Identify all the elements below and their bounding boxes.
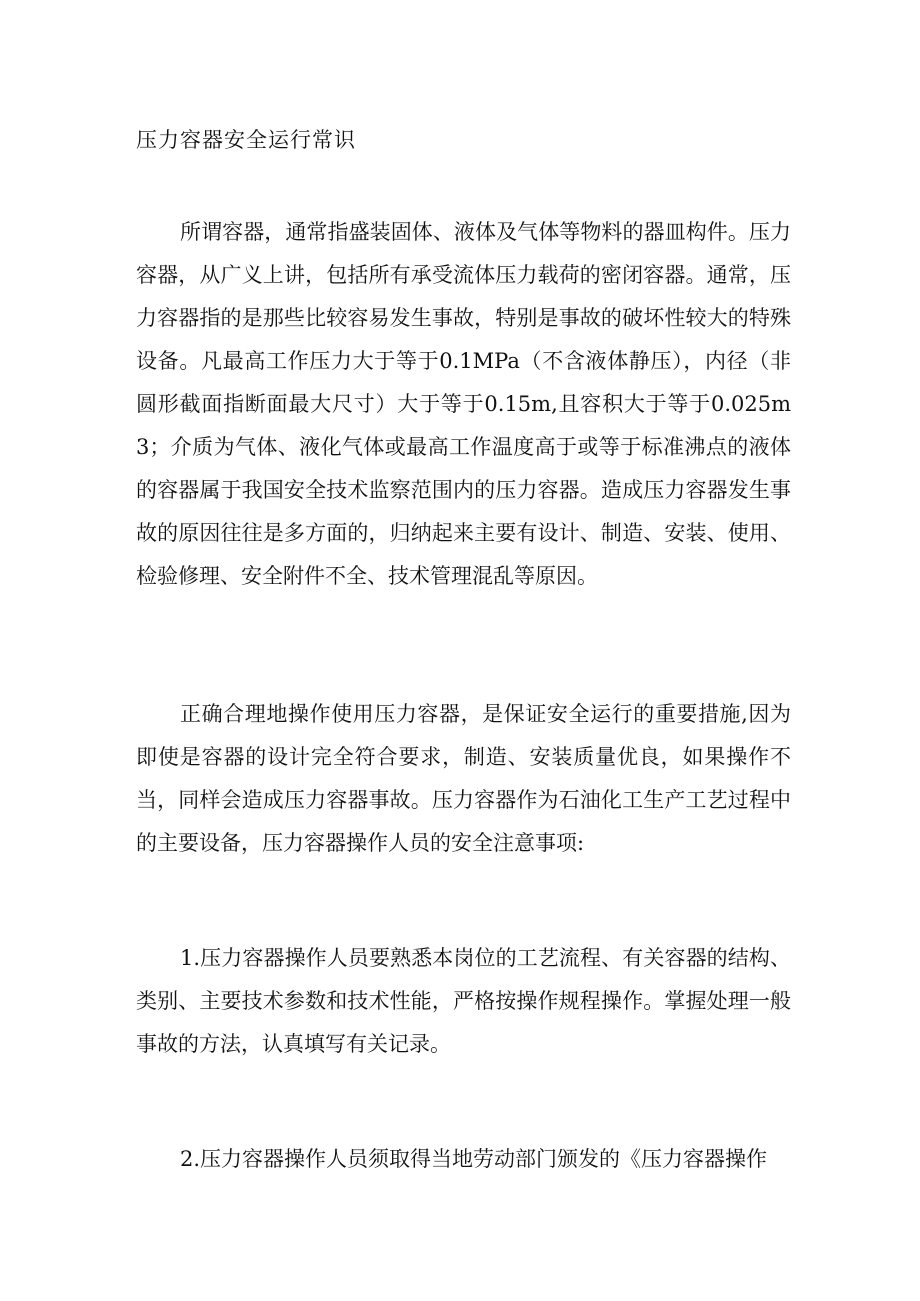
paragraph-definition: 所谓容器，通常指盛装固体、液体及气体等物料的器皿构件。压力容器，从广义上讲，包括所有承受流体压力载荷的密闭容器。通常，压力容器指的是那些比较容易发生事故，特别是事故的破坏性较大的特殊设备。凡最高工作压力大于等于0.1MPa（不含液体静压），内径（非圆形截面指断面最大尺寸）大于等于0.15m,且容积大于等于0.025m3；介质为气体、液化气体或最高工作温度高于或等于标准沸点的液体的容器属于我国安全技术监察范围内的压力容器。造成压力容器发生事故的原因往往是多方面的，归纳起来主要有设计、制造、安装、使用、检验修理、安全附件不全、技术管理混乱等原因。: [136, 220, 791, 588]
paragraph-operation: 正确合理地操作使用压力容器，是保证安全运行的重要措施,因为即使是容器的设计完全符合要求，制造、安装质量优良，如果操作不当，同样会造成压力容器事故。压力容器作为石油化工生产工艺过程中的主要设备，压力容器操作人员的安全注意事项:: [136, 702, 791, 855]
paragraph-item-2: 2.压力容器操作人员须取得当地劳动部门颁发的《压力容器操作: [180, 1147, 768, 1171]
paragraph-item-1: 1.压力容器操作人员要熟悉本岗位的工艺流程、有关容器的结构、类别、主要技术参数和技术性能，严格按操作规程操作。掌握处理一般事故的方法，认真填写有关记录。: [136, 946, 791, 1056]
document-title: 压力容器安全运行常识: [136, 128, 356, 152]
